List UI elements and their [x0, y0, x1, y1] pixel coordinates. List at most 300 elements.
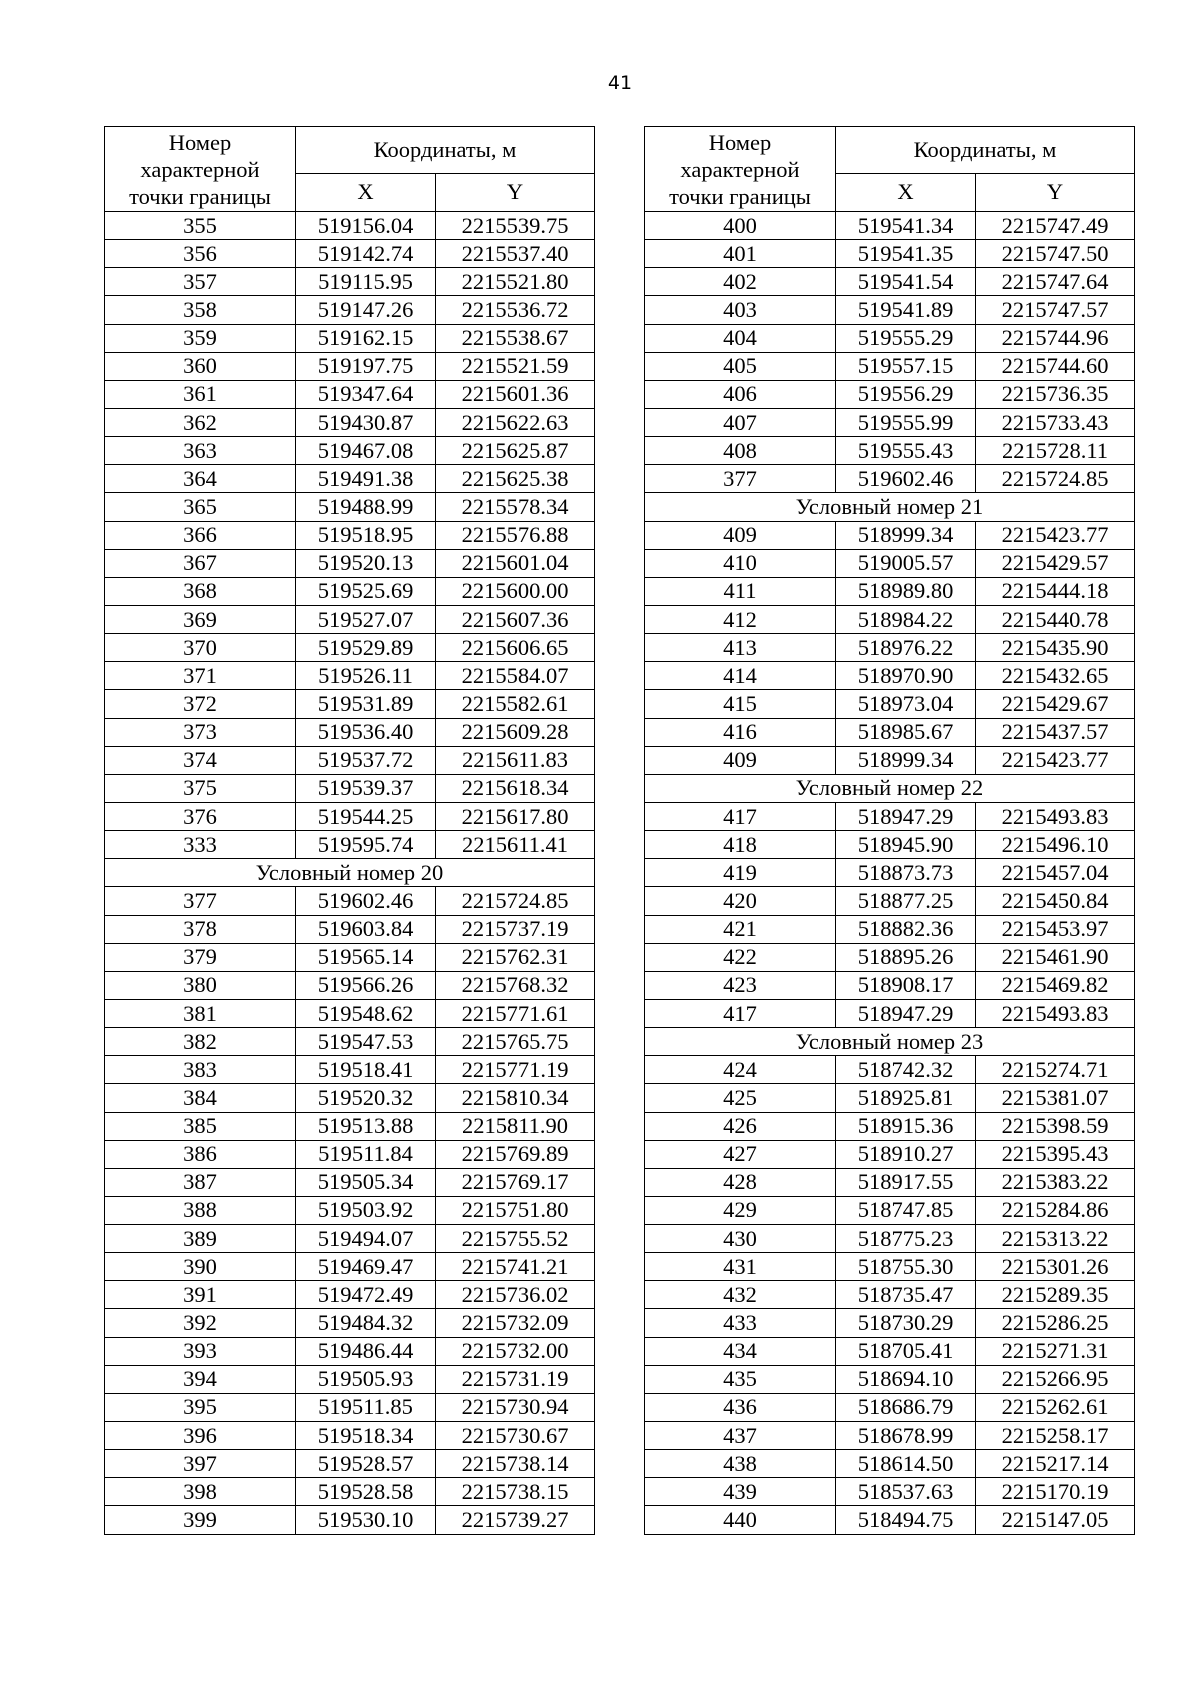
- point-number-cell: 386: [105, 1140, 296, 1168]
- x-coordinate-cell: 519197.75: [296, 352, 436, 380]
- x-coordinate-cell: 519115.95: [296, 268, 436, 296]
- y-coordinate-cell: 2215609.28: [436, 718, 595, 746]
- point-number-cell: 414: [645, 662, 836, 690]
- table-row: [645, 352, 1135, 380]
- x-coordinate-cell: 518917.55: [836, 1168, 976, 1196]
- x-coordinate-cell: 518984.22: [836, 605, 976, 633]
- table-row: [645, 521, 1135, 549]
- point-number-cell: 425: [645, 1084, 836, 1112]
- point-number-header-line: точки границы: [129, 183, 271, 209]
- point-number-cell: 424: [645, 1056, 836, 1084]
- table-row: [105, 1450, 595, 1478]
- y-coordinate-cell: 2215744.96: [976, 324, 1135, 352]
- y-coordinate-cell: 2215313.22: [976, 1225, 1135, 1253]
- table-row: [645, 718, 1135, 746]
- point-number-cell: 415: [645, 690, 836, 718]
- x-coordinate-cell: 519142.74: [296, 240, 436, 268]
- x-coordinate-cell: 519430.87: [296, 408, 436, 436]
- y-coordinate-cell: 2215755.52: [436, 1225, 595, 1253]
- y-coordinate-cell: 2215450.84: [976, 887, 1135, 915]
- y-coordinate-cell: 2215606.65: [436, 634, 595, 662]
- x-coordinate-cell: 518882.36: [836, 915, 976, 943]
- x-coordinate-cell: 519147.26: [296, 296, 436, 324]
- x-coordinate-cell: 519565.14: [296, 943, 436, 971]
- point-number-cell: 417: [645, 802, 836, 830]
- point-number-cell: 396: [105, 1422, 296, 1450]
- y-coordinate-cell: 2215440.78: [976, 605, 1135, 633]
- point-number-cell: 427: [645, 1140, 836, 1168]
- y-coordinate-cell: 2215732.09: [436, 1309, 595, 1337]
- table-row: [105, 1056, 595, 1084]
- point-number-cell: 398: [105, 1478, 296, 1506]
- point-number-cell: 361: [105, 380, 296, 408]
- x-coordinate-cell: 519513.88: [296, 1112, 436, 1140]
- table-row: [645, 662, 1135, 690]
- y-coordinate-cell: 2215395.43: [976, 1140, 1135, 1168]
- table-row: [105, 1112, 595, 1140]
- x-header: X: [296, 173, 436, 211]
- y-coordinate-cell: 2215741.21: [436, 1253, 595, 1281]
- x-coordinate-cell: 518999.34: [836, 746, 976, 774]
- point-number-cell: 390: [105, 1253, 296, 1281]
- x-coordinate-cell: 519541.89: [836, 296, 976, 324]
- y-coordinate-cell: 2215521.59: [436, 352, 595, 380]
- y-coordinate-cell: 2215258.17: [976, 1422, 1135, 1450]
- x-coordinate-cell: 519548.62: [296, 999, 436, 1027]
- x-coordinate-cell: 518494.75: [836, 1506, 976, 1534]
- point-number-cell: 387: [105, 1168, 296, 1196]
- y-coordinate-cell: 2215737.19: [436, 915, 595, 943]
- point-number-cell: 360: [105, 352, 296, 380]
- x-coordinate-cell: 518910.27: [836, 1140, 976, 1168]
- y-coordinate-cell: 2215736.35: [976, 380, 1135, 408]
- table-row: [645, 943, 1135, 971]
- x-coordinate-cell: 518925.81: [836, 1084, 976, 1112]
- y-coordinate-cell: 2215601.36: [436, 380, 595, 408]
- y-coordinate-cell: 2215617.80: [436, 802, 595, 830]
- point-number-cell: 375: [105, 774, 296, 802]
- table-row: [645, 212, 1135, 240]
- table-row: [645, 999, 1135, 1027]
- table-row: [105, 915, 595, 943]
- point-number-cell: 357: [105, 268, 296, 296]
- table-row: [645, 1281, 1135, 1309]
- table-row: [645, 268, 1135, 296]
- point-number-cell: 437: [645, 1422, 836, 1450]
- point-number-cell: 413: [645, 634, 836, 662]
- table-row: [645, 802, 1135, 830]
- y-coordinate-cell: 2215381.07: [976, 1084, 1135, 1112]
- point-number-cell: 358: [105, 296, 296, 324]
- y-coordinate-cell: 2215600.00: [436, 577, 595, 605]
- point-number-cell: 379: [105, 943, 296, 971]
- y-coordinate-cell: 2215398.59: [976, 1112, 1135, 1140]
- y-coordinate-cell: 2215538.67: [436, 324, 595, 352]
- point-number-cell: 367: [105, 549, 296, 577]
- section-row: [645, 774, 1135, 802]
- x-coordinate-cell: 519505.93: [296, 1365, 436, 1393]
- table-row: [645, 1168, 1135, 1196]
- table-row: [645, 1253, 1135, 1281]
- y-coordinate-cell: 2215262.61: [976, 1393, 1135, 1421]
- x-coordinate-cell: 519526.11: [296, 662, 436, 690]
- point-number-cell: 392: [105, 1309, 296, 1337]
- point-number-header: [645, 127, 836, 212]
- point-number-cell: 435: [645, 1365, 836, 1393]
- point-number-cell: 355: [105, 212, 296, 240]
- table-row: [645, 915, 1135, 943]
- point-number-cell: 428: [645, 1168, 836, 1196]
- y-coordinate-cell: 2215444.18: [976, 577, 1135, 605]
- table-row: [105, 493, 595, 521]
- table-row: [105, 577, 595, 605]
- table-row: [105, 802, 595, 830]
- y-coordinate-cell: 2215771.61: [436, 999, 595, 1027]
- y-coordinate-cell: 2215625.87: [436, 437, 595, 465]
- x-coordinate-cell: 519557.15: [836, 352, 976, 380]
- y-coordinate-cell: 2215539.75: [436, 212, 595, 240]
- x-coordinate-cell: 518945.90: [836, 831, 976, 859]
- y-coordinate-cell: 2215537.40: [436, 240, 595, 268]
- x-coordinate-cell: 518705.41: [836, 1337, 976, 1365]
- table-row: [645, 690, 1135, 718]
- point-number-cell: 383: [105, 1056, 296, 1084]
- x-coordinate-cell: 519541.34: [836, 212, 976, 240]
- table-row: [105, 1084, 595, 1112]
- x-coordinate-cell: 519488.99: [296, 493, 436, 521]
- y-coordinate-cell: 2215747.50: [976, 240, 1135, 268]
- x-coordinate-cell: 519005.57: [836, 549, 976, 577]
- point-number-cell: 436: [645, 1393, 836, 1421]
- x-coordinate-cell: 518985.67: [836, 718, 976, 746]
- x-coordinate-cell: 519566.26: [296, 971, 436, 999]
- point-number-cell: 385: [105, 1112, 296, 1140]
- table-row: [105, 437, 595, 465]
- y-coordinate-cell: 2215584.07: [436, 662, 595, 690]
- x-coordinate-cell: 519530.10: [296, 1506, 436, 1534]
- y-coordinate-cell: 2215423.77: [976, 746, 1135, 774]
- x-coordinate-cell: 519484.32: [296, 1309, 436, 1337]
- table-row: [645, 296, 1135, 324]
- table-row: [105, 268, 595, 296]
- y-coordinate-cell: 2215768.32: [436, 971, 595, 999]
- x-coordinate-cell: 518877.25: [836, 887, 976, 915]
- table-row: [105, 1196, 595, 1224]
- table-row: [645, 605, 1135, 633]
- y-coordinate-cell: 2215437.57: [976, 718, 1135, 746]
- point-number-cell: 433: [645, 1309, 836, 1337]
- y-coordinate-cell: 2215625.38: [436, 465, 595, 493]
- point-number-cell: 384: [105, 1084, 296, 1112]
- y-coordinate-cell: 2215286.25: [976, 1309, 1135, 1337]
- coordinates-table-left: [104, 126, 595, 1535]
- y-coordinate-cell: 2215771.19: [436, 1056, 595, 1084]
- y-coordinate-cell: 2215432.65: [976, 662, 1135, 690]
- table-row: [645, 831, 1135, 859]
- point-number-cell: 369: [105, 605, 296, 633]
- table-row: [645, 971, 1135, 999]
- y-coordinate-cell: 2215769.17: [436, 1168, 595, 1196]
- y-coordinate-cell: 2215747.57: [976, 296, 1135, 324]
- y-coordinate-cell: 2215738.14: [436, 1450, 595, 1478]
- y-coordinate-cell: 2215423.77: [976, 521, 1135, 549]
- point-number-cell: 417: [645, 999, 836, 1027]
- table-row: [105, 352, 595, 380]
- x-coordinate-cell: 519503.92: [296, 1196, 436, 1224]
- point-number-cell: 426: [645, 1112, 836, 1140]
- x-coordinate-cell: 519520.13: [296, 549, 436, 577]
- x-coordinate-cell: 519505.34: [296, 1168, 436, 1196]
- table-row: [105, 971, 595, 999]
- x-coordinate-cell: 518908.17: [836, 971, 976, 999]
- table-row: [105, 634, 595, 662]
- y-coordinate-cell: 2215751.80: [436, 1196, 595, 1224]
- table-row: [645, 1309, 1135, 1337]
- y-coordinate-cell: 2215733.43: [976, 408, 1135, 436]
- y-coordinate-cell: 2215274.71: [976, 1056, 1135, 1084]
- point-number-cell: 365: [105, 493, 296, 521]
- y-coordinate-cell: 2215747.64: [976, 268, 1135, 296]
- y-coordinate-cell: 2215622.63: [436, 408, 595, 436]
- point-number-cell: 389: [105, 1225, 296, 1253]
- x-coordinate-cell: 519536.40: [296, 718, 436, 746]
- table-row: [105, 774, 595, 802]
- table-row: [645, 1337, 1135, 1365]
- x-coordinate-cell: 519486.44: [296, 1337, 436, 1365]
- point-number-cell: 356: [105, 240, 296, 268]
- point-number-header-line: характерной: [680, 156, 800, 182]
- y-coordinate-cell: 2215576.88: [436, 521, 595, 549]
- section-label: Условный номер 21: [645, 493, 1135, 521]
- table-row: [105, 1478, 595, 1506]
- table-row: [105, 943, 595, 971]
- x-coordinate-cell: 519527.07: [296, 605, 436, 633]
- x-coordinate-cell: 519603.84: [296, 915, 436, 943]
- point-number-cell: 440: [645, 1506, 836, 1534]
- y-coordinate-cell: 2215521.80: [436, 268, 595, 296]
- x-coordinate-cell: 519528.57: [296, 1450, 436, 1478]
- table-row: [105, 408, 595, 436]
- point-number-cell: 378: [105, 915, 296, 943]
- y-coordinate-cell: 2215301.26: [976, 1253, 1135, 1281]
- point-number-cell: 439: [645, 1478, 836, 1506]
- table-row: [645, 240, 1135, 268]
- point-number-header-line: точки границы: [669, 183, 811, 209]
- coordinates-table-body: [105, 212, 595, 1535]
- y-coordinate-cell: 2215147.05: [976, 1506, 1135, 1534]
- x-coordinate-cell: 519472.49: [296, 1281, 436, 1309]
- y-coordinate-cell: 2215728.11: [976, 437, 1135, 465]
- table-row: [105, 999, 595, 1027]
- x-header: X: [836, 173, 976, 211]
- x-coordinate-cell: 518976.22: [836, 634, 976, 662]
- table-row: [105, 1337, 595, 1365]
- point-number-cell: 401: [645, 240, 836, 268]
- x-coordinate-cell: 519525.69: [296, 577, 436, 605]
- y-coordinate-cell: 2215762.31: [436, 943, 595, 971]
- x-coordinate-cell: 519602.46: [836, 465, 976, 493]
- table-row: [645, 408, 1135, 436]
- x-coordinate-cell: 518614.50: [836, 1450, 976, 1478]
- point-number-cell: 409: [645, 521, 836, 549]
- y-coordinate-cell: 2215170.19: [976, 1478, 1135, 1506]
- y-coordinate-cell: 2215810.34: [436, 1084, 595, 1112]
- point-number-cell: 410: [645, 549, 836, 577]
- table-row: [105, 887, 595, 915]
- page-number: 41: [607, 72, 633, 94]
- point-number-cell: 422: [645, 943, 836, 971]
- y-coordinate-cell: 2215493.83: [976, 999, 1135, 1027]
- x-coordinate-cell: 518947.29: [836, 802, 976, 830]
- y-coordinate-cell: 2215601.04: [436, 549, 595, 577]
- y-coordinate-cell: 2215731.19: [436, 1365, 595, 1393]
- point-number-cell: 403: [645, 296, 836, 324]
- y-coordinate-cell: 2215730.94: [436, 1393, 595, 1421]
- point-number-cell: 438: [645, 1450, 836, 1478]
- coordinates-table-right: [644, 126, 1135, 1535]
- table-row: [105, 1281, 595, 1309]
- x-coordinate-cell: 519537.72: [296, 746, 436, 774]
- table-row: [105, 521, 595, 549]
- table-row: [105, 1393, 595, 1421]
- y-coordinate-cell: 2215607.36: [436, 605, 595, 633]
- point-number-cell: 374: [105, 746, 296, 774]
- y-coordinate-cell: 2215435.90: [976, 634, 1135, 662]
- coordinates-header: Координаты, м: [296, 127, 595, 174]
- y-coordinate-cell: 2215724.85: [436, 887, 595, 915]
- y-coordinate-cell: 2215724.85: [976, 465, 1135, 493]
- x-coordinate-cell: 519494.07: [296, 1225, 436, 1253]
- table-row: [645, 1422, 1135, 1450]
- table-row: [105, 240, 595, 268]
- y-coordinate-cell: 2215765.75: [436, 1028, 595, 1056]
- table-row: [645, 1393, 1135, 1421]
- y-coordinate-cell: 2215582.61: [436, 690, 595, 718]
- point-number-cell: 421: [645, 915, 836, 943]
- point-number-cell: 362: [105, 408, 296, 436]
- x-coordinate-cell: 518686.79: [836, 1393, 976, 1421]
- table-row: [105, 296, 595, 324]
- x-coordinate-cell: 518742.32: [836, 1056, 976, 1084]
- point-number-cell: 377: [105, 887, 296, 915]
- x-coordinate-cell: 519529.89: [296, 634, 436, 662]
- table-row: [105, 1168, 595, 1196]
- y-coordinate-cell: 2215461.90: [976, 943, 1135, 971]
- x-coordinate-cell: 518973.04: [836, 690, 976, 718]
- point-number-cell: 366: [105, 521, 296, 549]
- y-coordinate-cell: 2215493.83: [976, 802, 1135, 830]
- x-coordinate-cell: 519518.95: [296, 521, 436, 549]
- x-coordinate-cell: 519531.89: [296, 690, 436, 718]
- y-coordinate-cell: 2215429.57: [976, 549, 1135, 577]
- table-row: [105, 690, 595, 718]
- table-row: [105, 1506, 595, 1534]
- point-number-cell: 423: [645, 971, 836, 999]
- table-row: [105, 1309, 595, 1337]
- table-row: [105, 212, 595, 240]
- y-coordinate-cell: 2215284.86: [976, 1196, 1135, 1224]
- y-coordinate-cell: 2215469.82: [976, 971, 1135, 999]
- table-row: [645, 887, 1135, 915]
- table-row: [105, 718, 595, 746]
- x-coordinate-cell: 518730.29: [836, 1309, 976, 1337]
- point-number-cell: 418: [645, 831, 836, 859]
- x-coordinate-cell: 519162.15: [296, 324, 436, 352]
- y-coordinate-cell: 2215811.90: [436, 1112, 595, 1140]
- x-coordinate-cell: 519511.85: [296, 1393, 436, 1421]
- x-coordinate-cell: 518915.36: [836, 1112, 976, 1140]
- x-coordinate-cell: 519467.08: [296, 437, 436, 465]
- table-row: [645, 1506, 1135, 1534]
- table-row: [105, 746, 595, 774]
- y-coordinate-cell: 2215730.67: [436, 1422, 595, 1450]
- x-coordinate-cell: 519555.29: [836, 324, 976, 352]
- table-row: [105, 605, 595, 633]
- table-row: [105, 1028, 595, 1056]
- point-number-cell: 373: [105, 718, 296, 746]
- x-coordinate-cell: 518999.34: [836, 521, 976, 549]
- point-number-header: [105, 127, 296, 212]
- point-number-cell: 368: [105, 577, 296, 605]
- point-number-cell: 407: [645, 408, 836, 436]
- point-number-cell: 399: [105, 1506, 296, 1534]
- x-coordinate-cell: 519491.38: [296, 465, 436, 493]
- x-coordinate-cell: 519520.32: [296, 1084, 436, 1112]
- x-coordinate-cell: 519347.64: [296, 380, 436, 408]
- point-number-header-line: Номер: [708, 129, 772, 155]
- y-coordinate-cell: 2215747.49: [976, 212, 1135, 240]
- table-row: [105, 1225, 595, 1253]
- section-label: Условный номер 22: [645, 774, 1135, 802]
- point-number-cell: 419: [645, 859, 836, 887]
- y-coordinate-cell: 2215611.83: [436, 746, 595, 774]
- point-number-cell: 400: [645, 212, 836, 240]
- table-row: [645, 1365, 1135, 1393]
- y-coordinate-cell: 2215618.34: [436, 774, 595, 802]
- point-number-cell: 395: [105, 1393, 296, 1421]
- x-coordinate-cell: 519555.43: [836, 437, 976, 465]
- y-coordinate-cell: 2215739.27: [436, 1506, 595, 1534]
- x-coordinate-cell: 518735.47: [836, 1281, 976, 1309]
- y-coordinate-cell: 2215738.15: [436, 1478, 595, 1506]
- table-row: [105, 380, 595, 408]
- y-coordinate-cell: 2215736.02: [436, 1281, 595, 1309]
- table-row: [645, 859, 1135, 887]
- point-number-cell: 430: [645, 1225, 836, 1253]
- table-row: [105, 1253, 595, 1281]
- x-coordinate-cell: 518873.73: [836, 859, 976, 887]
- table-row: [645, 1112, 1135, 1140]
- y-coordinate-cell: 2215496.10: [976, 831, 1135, 859]
- table-row: [105, 831, 595, 859]
- point-number-cell: 372: [105, 690, 296, 718]
- point-number-cell: 364: [105, 465, 296, 493]
- point-number-cell: 382: [105, 1028, 296, 1056]
- x-coordinate-cell: 519595.74: [296, 831, 436, 859]
- point-number-cell: 406: [645, 380, 836, 408]
- y-coordinate-cell: 2215732.00: [436, 1337, 595, 1365]
- x-coordinate-cell: 519511.84: [296, 1140, 436, 1168]
- x-coordinate-cell: 519541.35: [836, 240, 976, 268]
- point-number-cell: 376: [105, 802, 296, 830]
- point-number-cell: 408: [645, 437, 836, 465]
- y-header: Y: [976, 173, 1135, 211]
- point-number-cell: 416: [645, 718, 836, 746]
- point-number-header-line: Номер: [168, 129, 232, 155]
- table-row: [645, 1140, 1135, 1168]
- point-number-header-line: характерной: [140, 156, 260, 182]
- section-row: [645, 1028, 1135, 1056]
